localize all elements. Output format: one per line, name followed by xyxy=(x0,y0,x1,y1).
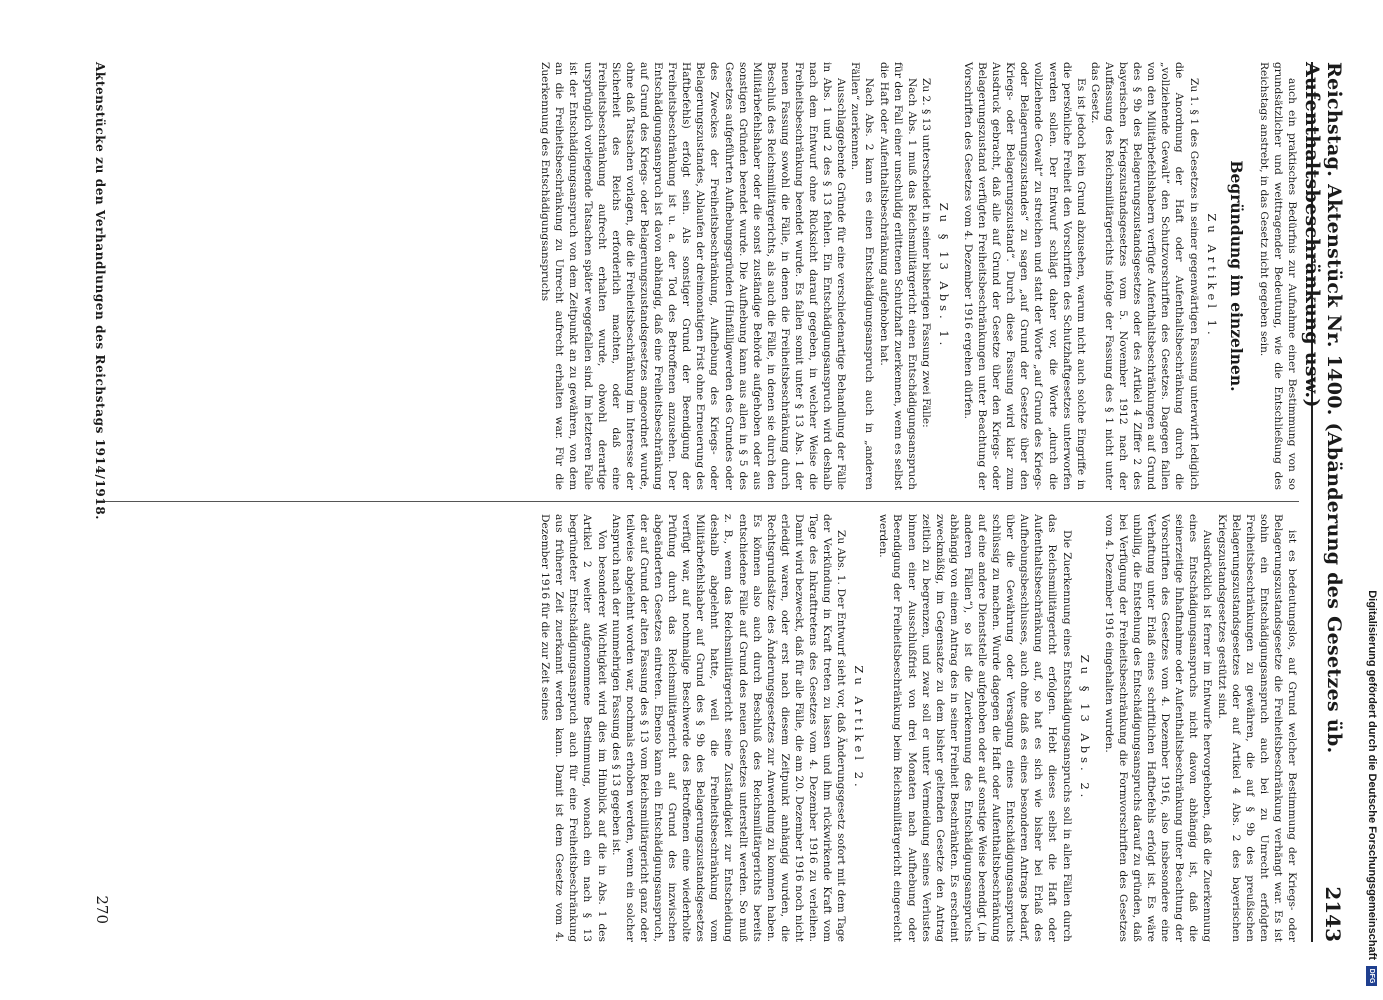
subsection-heading: Zu § 13 Abs. 2. xyxy=(1077,654,1092,802)
header-title: Reichstag. Aktenstück Nr. 1400. (Abänderung des Gesetzes üb. Aufenthaltsbeschränkung usw.) xyxy=(1301,62,1345,754)
paragraph: Ausdrücklich ist ferner im Entwurfe hervorgehoben, daß die Zuerkennung eines Entschädigungsanspruchs nicht davon abhängig ist, daß die seinerzeitige Inhaftnahme oder Aufenthaltsbeschränkung unter Beachtung der Vorschriften des Gesetzes vom 4. Dezember 1916, also insbesondere eine Verhaftung unter Erlaß eines schriftlichen Haftbefehls erfolgt ist. Es wäre unbillig, die Entstehung des Entschädigungsanspruchs darauf zu gründen, daß bei Verfügung der Freiheitsbeschränkung die Formvorschriften des Gesetzes vom 4. Dezember 1916 eingehalten wurden. xyxy=(1102,514,1214,942)
paragraph: Es ist jedoch kein Grund abzusehen, warum nicht auch solche Eingriffe in die persönliche Freiheit den Vorschriften des Schutzhaftgesetzes unterworfen werden sollen. Der Entwurf schlägt daher vor, die Worte „durch die vollziehende Gewalt“ zu streichen und statt der Worte „auf Grund des Kriegs- oder Belagerungszustandes“ zu sagen „auf Grund der Gesetze über den Kriegs- oder Belagerungszustand“. Durch diese Fassung wird klar zum Ausdruck gebracht, daß alle auf Grund der Gesetze über den Kriegs- oder Belagerungszustand verfügten Freiheitsbeschränkungen unter Beachtung der Vorschriften des Gesetzes vom 4. Dezember 1916 ergehen dürfen. xyxy=(962,62,1087,490)
right-column xyxy=(538,514,1299,942)
paragraph: Zu 2. § 13 unterscheidet in seiner bisherigen Fassung zwei Fälle: xyxy=(919,78,932,428)
column-divider xyxy=(99,501,1299,502)
paragraph: Zu 1. § 1 des Gesetzes in seiner gegenwärtigen Fassung unterwirft lediglich die Anordnung der Haft oder Aufenthaltsbeschränkung durch die „vollziehende Gewalt“ den Schutzvorschriften des Gesetzes. Dagegen fallen von den Militärbefehlshabern verfügte Aufenthaltsbeschränkungen auf Grund des § 9b des Belagerungszustandsgesetzes oder des Artikel 4 Ziffer 2 des bayerischen Kriegszustandsgesetzes vom 5. November 1912 nach der Auffassung des Reichsmilitärgerichts infolge der Fassung des § 1 nicht unter das Gesetz. xyxy=(1088,62,1200,490)
paragraph: Von besonderer Wichtigkeit wird dies im Hinblick auf die in Abs. 1 des Artikel 2 weiter aufgenommene Bestimmung, wonach ein nach § 13 begründeter Entschädigungsanspruch auch für eine Freiheitsbeschränkung aus früherer Zeit zuerkannt werden kann. Damit ist dem Gesetze vom 4. Dezember 1916 für die zur Zeit seines xyxy=(539,514,608,942)
digitization-credit xyxy=(1360,0,1383,1000)
paragraph: Nach Abs. 2 kann es einen Entschädigungsanspruch auch in „anderen Fällen“ zuerkennen. xyxy=(849,62,876,490)
header-page-number: 2143 xyxy=(1321,886,1345,942)
subsection-heading: Zu § 13 Abs. 1. xyxy=(936,202,951,350)
paragraph: Zu Abs. 1. Der Entwurf sieht vor, daß Änderungsgesetz sofort mit dem Tage der Verkündung in Kraft treten zu lassen und ihm rückwirkende Kraft vom Tage des Inkrafttretens des Gesetzes vom 4. Dezember 1916 zu verleihen. Damit wird bezweckt, daß für alle Fälle, die am 20. Dezember 1916 noch nicht erledigt waren, oder erst nach diesem Zeitpunkt anhängig wurden, die Rechtsgrundsätze des Änderungsgesetzes zur Anwendung zu kommen haben. Es können also auch durch Beschluß des Reichsmilitärgerichts bereits entschiedene Fälle auf Grund des neuen Gesetzes unterstellt werden. So muß z. B., wenn das Reichsmilitärgericht seine Zuständigkeit zur Entscheidung deshalb abgelehnt hatte, weil die Freiheitsbeschränkung vom Militärbefehlshaber auf Grund des § 9b des Belagerungszustandsgesetzes verfügt war, auf nochmalige Beschwerde des Betroffenen eine wiederholte Prüfung durch das Reichsmilitärgericht auf Grund des inzwischen abgeänderten Gesetzes eintreten. Ebenso kann ein Entschädigungsanspruch, der auf Grund der alten Fassung des § 13 vom Reichsmilitärgericht ganz oder teilweise abgelehnt worden war, nochmals erhoben werden, wenn ein solcher Anspruch nach der nunmehrigen Fassung des § 13 gegeben ist. xyxy=(609,514,848,942)
credit-strip xyxy=(1360,0,1383,1000)
footer-source: Aktenstücke zu den Verhandlungen des Reichstags 1914/1918. xyxy=(93,62,107,521)
dfg-logo-icon: DFG xyxy=(1366,966,1377,986)
paragraph: auch ein praktisches Bedürfnis zur Aufnahme einer Bestimmung von so grundsätzlicher und weittragender Bedeutung, wie die Entschließung des Reichstags anstrebt, in das Gesetz nicht gegeben sein. xyxy=(1257,62,1298,490)
page-footer xyxy=(83,62,113,942)
paragraph: Nach Abs. 1 muß das Reichsmilitärgericht einen Entschädigungsanspruch für den Fall einer unschuldig erlittenen Schutzhaft zuerkennen, wenn es selbst die Haft oder Aufenthaltsbeschränkung aufgehoben hat. xyxy=(877,62,918,490)
subsection-heading: Zu Artikel 1. xyxy=(1204,213,1219,339)
paragraph: Ausschlaggebende Gründe für eine verschiedenartige Behandlung der Fälle in Abs. 1 und 2 des § 13 fehlen. Ein Entschädigungsanspruch wird deshalb nach dem Entwurf ohne Rücksicht darauf gegeben, in welcher Weise die Freiheitsbeschränkung beendet wurde. Es fallen somit unter § 13 Abs. 1 der neuen Fassung sowohl die Fälle, in denen die Freiheitsbeschränkung durch Beschluß des Reichsmilitärgerichts, als auch die Fälle, in denen sie durch den Militärbefehlshaber oder die sonst zuständige Behörde aufgehoben oder aus sonstigen Gründen beendet wurde. Die Aufhebung kann aus allen in § 5 des Gesetzes aufgeführten Aufhebungsgründen (Hinfälligwerden des Grundes oder des Zweckes der Freiheitsbeschränkung, Aufhebung des Kriegs- oder Belagerungszustandes, Ablaufen der dreimonatigen Frist ohne Erneuerung des Haftbefehls) erfolgt sein. Als sonstiger Grund der Beendigung der Freiheitsbeschränkung ist u. a. der Tod des Betroffenen anzusehen. Der Entschädigungsanspruch ist davon abhängig, daß eine Freiheitsbeschränkung auf Grund des Kriegs- oder Belagerungszustandsgesetzes angeordnet wurde, ohne daß Tatsachen vorlagen, die die Freiheitsbeschränkung im Interesse der Sicherheit des Reichs erforderlich machten, oder daß eine Freiheitsbeschränkung aufrecht erhalten wurde, obwohl derartige ursprünglich vorliegende Tatsachen später weggefallen sind. Im letzteren Falle ist der Entschädigungsanspruch von dem Zeitpunkt an zu gewähren, von dem an die Freiheitsbeschränkung zu Unrecht aufrecht erhalten war. Für die Zuerkennung des Entschädigungsanspruchs xyxy=(539,62,848,490)
page-header xyxy=(1301,62,1353,942)
footer-page-number: 270 xyxy=(93,895,111,924)
subsection-heading: Zu Artikel 2. xyxy=(852,665,867,791)
credit-text: Digitalisierung gefördert durch die Deutsche Forschungsgemeinschaft xyxy=(1366,590,1378,960)
paragraph: Die Zuerkennung eines Entschädigungsanspruchs soll in allen Fällen durch das Reichsmilitärgericht erfolgen. Hebt dieses selbst die Haft oder Aufenthaltsbeschränkung auf, so hat es sich wie bisher bei Erlaß des Aufhebungsbeschlusses, auch ohne daß es eines besonderen Antrags bedarf, über die Gewährung oder Versagung eines Entschädigungsanspruchs schlüssig zu machen. Wurde dagegen die Haft oder Aufenthaltsbeschränkung auf eine andere Dienststelle aufgehoben oder auf sonstige Weise beendigt („in anderen Fällen“), so ist die Zuerkennung des Entschädigungsanspruchs abhängig von einem Antrag des in seiner Freiheit Beschränkten. Es erscheint zweckmäßig, im Gegensatze zu dem bisher geltenden Gesetze den Antrag zeitlich zu begrenzen, und zwar soll er unter Vermeidung seines Verlustes binnen einer Ausschlußfrist von drei Monaten nach Aufhebung oder Beendigung der Freiheitsbeschränkung beim Reichsmilitärgericht eingereicht werden. xyxy=(877,514,1073,942)
left-column xyxy=(538,62,1299,490)
section-heading: Begründung im einzelnen. xyxy=(1226,160,1246,392)
paragraph: ist es bedeutungslos, auf Grund welcher Bestimmung der Kriegs- oder Belagerungszustandsgesetze die Freiheitsbeschränkung verhängt war. Es ist sohin ein Entschädigungsanspruch auch bei zu Unrecht erfolgten Freiheitsbeschränkungen zu gewähren, die auf § 9b des preußischen Belagerungszustandsgesetzes oder auf Artikel 4 Abs. 2 des bayerischen Kriegszustandsgesetzes gestützt sind. xyxy=(1215,514,1298,942)
page-content xyxy=(48,62,1353,942)
